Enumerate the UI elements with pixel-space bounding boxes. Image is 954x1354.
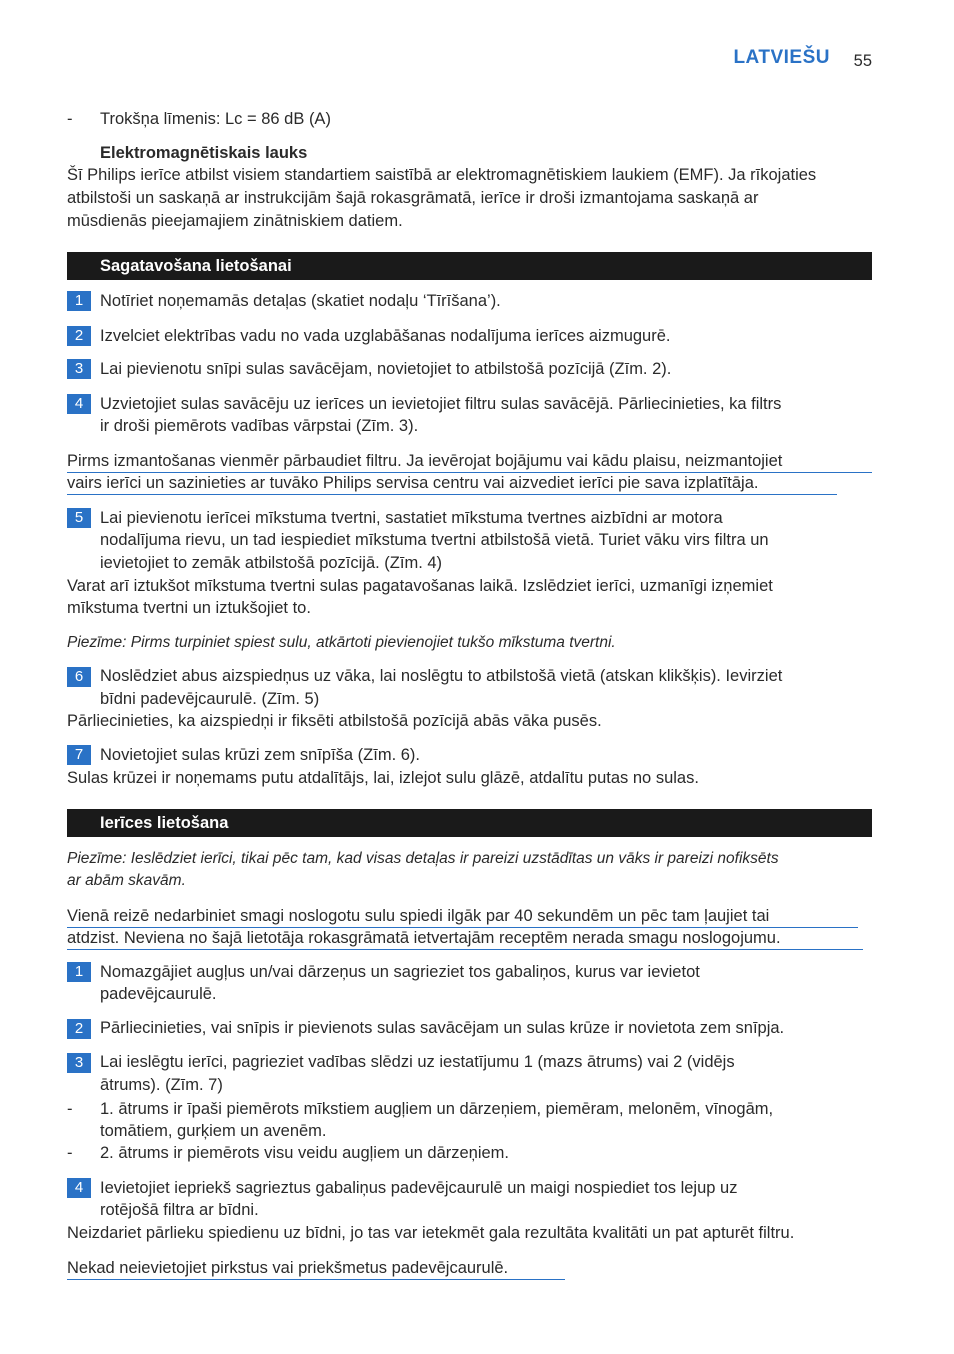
step-text: Ievietojiet iepriekš sagrieztus gabaliņus padevējcaurulē un maigi nospiediet tos lejup uz [100, 1179, 738, 1197]
emf-heading: Elektromagnētiskais lauks [100, 144, 308, 162]
step-number: 5 [67, 508, 91, 528]
step-number: 4 [67, 394, 91, 414]
step-number: 2 [67, 1019, 91, 1039]
warning-text-line: atdzist. Neviena no šajā lietotāja rokasgrāmatā ietvertajām receptēm nerada smagu noslogojumu. [67, 927, 863, 950]
step-text: Lai pievienotu snīpi sulas savācējam, novietojiet to atbilstošā pozīcijā (Zīm. 2). [100, 360, 672, 378]
step-note: Varat arī iztukšot mīkstuma tvertni sulas pagatavošanas laikā. Izslēdziet ierīci, uzmanīgi izņemiet [67, 577, 773, 595]
step-text: Novietojiet sulas krūzi zem snīpīša (Zīm. 6). [100, 746, 421, 764]
step-text: nodalījuma rievu, un tad iespiediet mīkstuma tvertni atbilstošā vietā. Turiet vāku virs filtra un [100, 531, 769, 549]
step-text: padevējcaurulē. [100, 985, 217, 1003]
step-note: Neizdariet pārlieku spiedienu uz bīdni, jo tas var ietekmēt gala rezultāta kvalitāti un pat apturēt filtru. [67, 1224, 795, 1242]
page-number: 55 [853, 52, 872, 70]
section-header-preparation [67, 252, 872, 280]
emf-text-line: atbilstoši un saskaņā ar instrukcijām šajā rokasgrāmatā, ierīce ir droši izmantojama saskaņā ar [67, 189, 759, 207]
step-text: bīdni padevējcaurulē. (Zīm. 5) [100, 690, 320, 708]
note-text: ar abām skavām. [67, 872, 186, 889]
step-text: Lai ieslēgtu ierīci, pagrieziet vadības slēdzi uz iestatījumu 1 (mazs ātrums) vai 2 (vidējs [100, 1053, 735, 1071]
step-text: rotējošā filtra ar bīdni. [100, 1201, 259, 1219]
list-dash: - [67, 1100, 73, 1118]
step-number: 3 [67, 1053, 91, 1073]
emf-text-line: Šī Philips ierīce atbilst visiem standartiem saistībā ar elektromagnētiskiem laukiem (EMF). Ja rīkojaties [67, 166, 817, 184]
step-number: 6 [67, 667, 91, 687]
step-note: Pārliecinieties, ka aizspiedņi ir fiksēti atbilstošā pozīcijā abās vāka pusēs. [67, 712, 602, 730]
section-title: Ierīces lietošana [100, 814, 229, 832]
step-text: ievietojiet to zemāk atbilstošā pozīcijā. (Zīm. 4) [100, 554, 443, 572]
note-text: Piezīme: Pirms turpiniet spiest sulu, atkārtoti pievienojiet tukšo mīkstuma tvertni. [67, 634, 616, 651]
step-text: Pārliecinieties, vai snīpis ir pievienots sulas savācējam un sulas krūze ir novietota zem snīpja. [100, 1019, 785, 1037]
step-number: 7 [67, 745, 91, 765]
list-dash: - [67, 110, 73, 128]
step-text: Nomazgājiet augļus un/vai dārzeņus un sagrieziet tos gabaliņos, kurus var ievietot [100, 963, 700, 981]
bullet-text: 1. ātrums ir īpaši piemērots mīkstiem augļiem un dārzeņiem, piemēram, melonēm, vīnogām, [100, 1100, 774, 1118]
step-number: 2 [67, 326, 91, 346]
warning-text-line: vairs ierīci un sazinieties ar tuvāko Philips servisa centru vai aizvediet ierīci pie sava izplatītāja. [67, 472, 837, 495]
step-number: 3 [67, 359, 91, 379]
emf-text-line: mūsdienās pieejamajiem zinātniskiem datiem. [67, 212, 403, 230]
step-number: 1 [67, 291, 91, 311]
warning-text-line: Pirms izmantošanas vienmēr pārbaudiet filtru. Ja ievērojat bojājumu vai kādu plaisu, neizmantojiet [67, 450, 872, 473]
note-text: Piezīme: Ieslēdziet ierīci, tikai pēc tam, kad visas detaļas ir pareizi uzstādītas un vāks ir pareizi nofiksēts [67, 850, 779, 867]
noise-level-text: Trokšņa līmenis: Lc = 86 dB (A) [100, 110, 331, 128]
step-note: mīkstuma tvertni un iztukšojiet to. [67, 599, 311, 617]
step-text: Uzvietojiet sulas savācēju uz ierīces un ievietojiet filtru sulas savācējā. Pārliecinieties, ka filtrs [100, 395, 782, 413]
step-note: Sulas krūzei ir noņemams putu atdalītājs, lai, izlejot sulu glāzē, atdalītu putas no sulas. [67, 769, 699, 787]
step-text: ir droši piemērots vadības vārpstai (Zīm. 3). [100, 417, 419, 435]
step-text: ātrums). (Zīm. 7) [100, 1076, 223, 1094]
section-header-usage [67, 809, 872, 837]
warning-text-line: Vienā reizē nedarbiniet smagi noslogotu sulu spiedi ilgāk par 40 sekundēm un pēc tam ļaujiet tai [67, 905, 858, 928]
step-number: 1 [67, 962, 91, 982]
step-text: Izvelciet elektrības vadu no vada uzglabāšanas nodalījuma ierīces aizmugurē. [100, 327, 671, 345]
bullet-text: 2. ātrums ir piemērots visu veidu augļiem un dārzeņiem. [100, 1144, 510, 1162]
bullet-text: tomātiem, gurķiem un avenēm. [100, 1122, 327, 1140]
header-language: LATVIEŠU [733, 47, 830, 68]
step-text: Noslēdziet abus aizspiedņus uz vāka, lai noslēgtu to atbilstošā vietā (atskan klikšķis). Ievirziet [100, 667, 783, 685]
step-text: Notīriet noņemamās detaļas (skatiet nodaļu ‘Tīrīšana’). [100, 292, 501, 310]
final-warning: Nekad neievietojiet pirkstus vai priekšmetus padevējcaurulē. [67, 1257, 565, 1280]
step-number: 4 [67, 1178, 91, 1198]
step-text: Lai pievienotu ierīcei mīkstuma tvertni, sastatiet mīkstuma tvertnes aizbīdni ar motora [100, 509, 723, 527]
section-title: Sagatavošana lietošanai [100, 257, 292, 275]
list-dash: - [67, 1144, 73, 1162]
